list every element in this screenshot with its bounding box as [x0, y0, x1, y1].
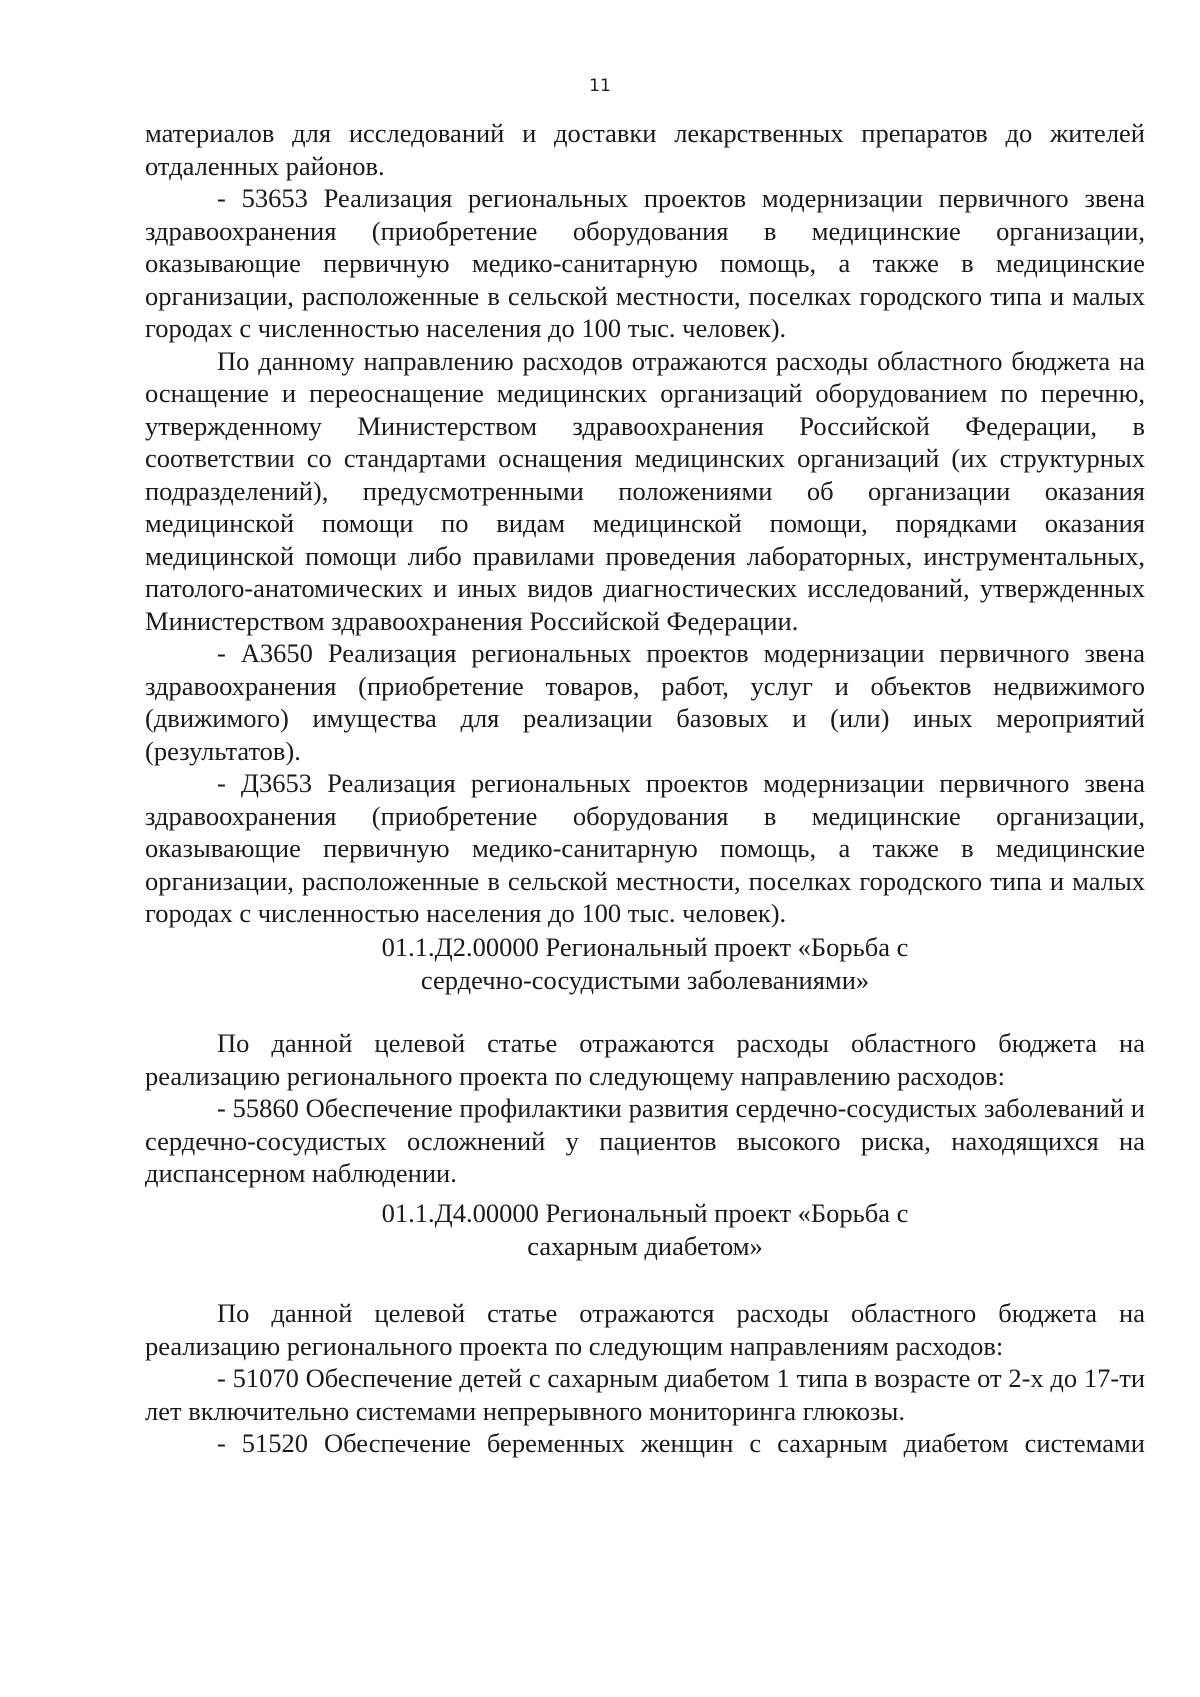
section-heading-cardio-line1: 01.1.Д2.00000 Региональный проект «Борьба с	[381, 932, 909, 962]
paragraph-diabetes-intro: По данной целевой статье отражаются расходы областного бюджета на реализацию регионального проекта по следующим направлениям расходов:	[145, 1298, 1145, 1361]
paragraph-51070: - 51070 Обеспечение детей с сахарным диабетом 1 типа в возрасте от 2-х до 17-ти лет включительно системами непрерывного мониторинга глюкозы.	[145, 1363, 1145, 1426]
paragraph-cardio-intro: По данной целевой статье отражаются расходы областного бюджета на реализацию регионального проекта по следующему направлению расходов:	[145, 1028, 1145, 1091]
section-heading-diabetes	[145, 1197, 1145, 1262]
section-heading-diabetes-line1: 01.1.Д4.00000 Региональный проект «Борьба с	[381, 1198, 909, 1228]
paragraph-51520: - 51520 Обеспечение беременных женщин с сахарным диабетом системами	[217, 1428, 1145, 1458]
paragraph-55860: - 55860 Обеспечение профилактики развития сердечно-сосудистых заболеваний и сердечно-сосудистых осложнений у пациентов высокого риска, находящихся на диспансерном наблюдении.	[145, 1093, 1145, 1188]
section-heading-cardio	[145, 931, 1145, 996]
main-text-block	[145, 117, 1145, 930]
section-body-diabetes	[145, 1297, 1145, 1460]
section-heading-cardio-line2: сердечно-сосудистыми заболеваниями»	[420, 964, 870, 995]
section-body-cardio	[145, 1027, 1145, 1190]
paragraph-a3650: - А3650 Реализация региональных проектов модернизации первичного звена здравоохранения (приобретение товаров, работ, услуг и объектов недвижимого (движимого) имущества для реализации базовых и (или) иных мероприятий (результатов).	[145, 638, 1145, 766]
paragraph-d3653: - Д3653 Реализация региональных проектов модернизации первичного звена здравоохранения (приобретение оборудования в медицинские организации, оказывающие первичную медико-санитарную помощь, а также в медицинские организации, расположенные в сельской местности, поселках городского типа и малых городах с численностью населения до 100 тыс. человек).	[145, 768, 1145, 928]
paragraph-continuation: материалов для исследований и доставки лекарственных препаратов до жителей отдаленных районов.	[145, 118, 1145, 181]
paragraph-53653: - 53653 Реализация региональных проектов модернизации первичного звена здравоохранения (приобретение оборудования в медицинские организации, оказывающие первичную медико-санитарную помощь, а также в медицинские организации, расположенные в сельской местности, поселках городского типа и малых городах с численностью населения до 100 тыс. человек).	[145, 183, 1145, 343]
section-heading-diabetes-line2: сахарным диабетом»	[527, 1230, 763, 1261]
paragraph-expense-description: По данному направлению расходов отражаются расходы областного бюджета на оснащение и переоснащение медицинских организаций оборудованием по перечню, утвержденному Министерством здравоохранения Российской Федерации, в соответствии со стандартами оснащения медицинских организаций (их структурных подразделений), предусмотренными положениями об организации оказания медицинской помощи по видам медицинской помощи, порядками оказания медицинской помощи либо правилами проведения лабораторных, инструментальных, патолого-анатомических и иных видов диагностических исследований, утвержденных Министерством здравоохранения Российской Федерации.	[145, 345, 1145, 636]
page-number: 11	[589, 76, 611, 96]
